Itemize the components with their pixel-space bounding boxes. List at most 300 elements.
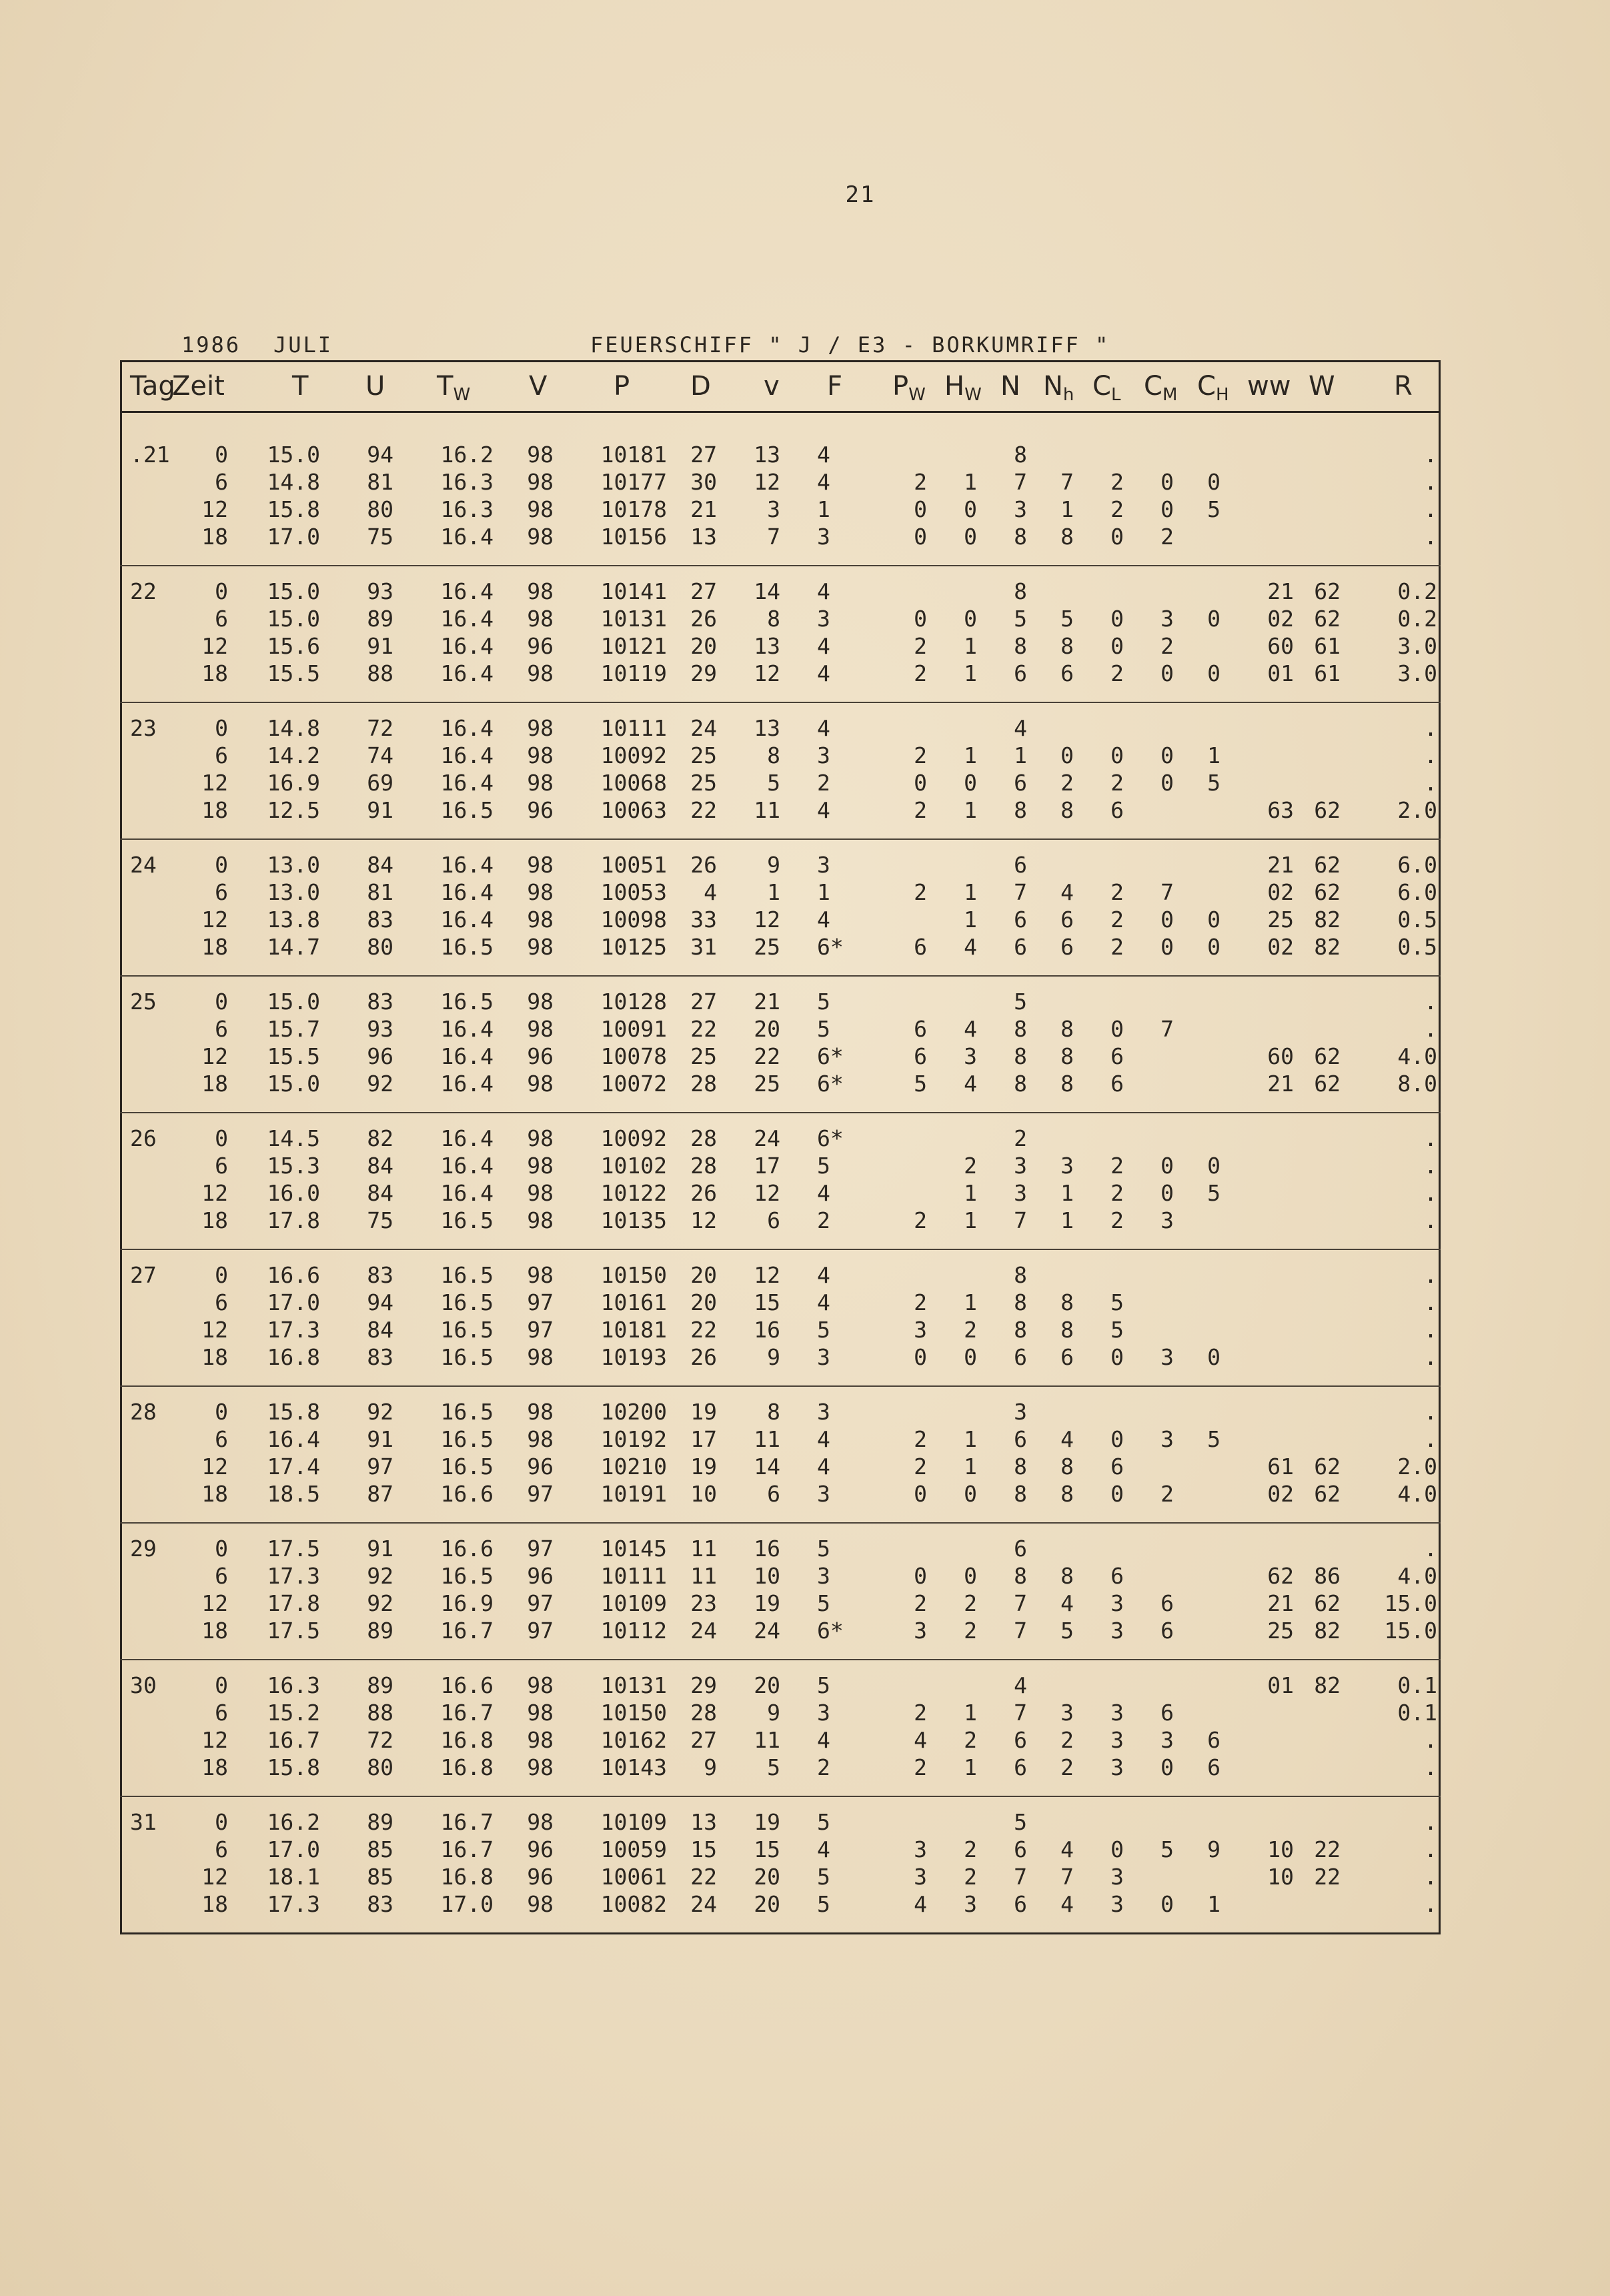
cell-p: 10051 (600, 852, 667, 878)
cell-v: 25 (754, 1071, 780, 1097)
cell-u: 84 (367, 1180, 393, 1206)
cell-r: . (1424, 1262, 1437, 1288)
cell-p: 10102 (600, 1153, 667, 1179)
cell-zeit: 6 (215, 742, 228, 768)
cell-n: 8 (1014, 633, 1027, 659)
cell-cl: 6 (1110, 1563, 1124, 1589)
cell-vv: 98 (527, 1344, 554, 1370)
cell-v: 14 (754, 1454, 780, 1480)
cell-u: 80 (367, 934, 393, 960)
column-header-label: W (1309, 371, 1335, 402)
cell-cl: 0 (1110, 1481, 1124, 1507)
cell-r: 0.1 (1397, 1700, 1437, 1726)
cell-n: 8 (1014, 1481, 1027, 1507)
cell-cm: 0 (1160, 770, 1174, 796)
cell-u: 82 (367, 1125, 393, 1151)
cell-d: 19 (690, 1454, 717, 1480)
header-bottom-rule (120, 411, 1441, 413)
cell-d: 13 (690, 1809, 717, 1835)
column-header-label: R (1394, 371, 1413, 402)
cell-u: 72 (367, 715, 393, 741)
column-header-vv (529, 371, 547, 402)
cell-ch: 0 (1207, 1344, 1221, 1370)
cell-u: 85 (367, 1836, 393, 1862)
cell-cl: 0 (1110, 742, 1124, 768)
cell-hw: 2 (964, 1864, 977, 1890)
cell-n: 5 (1014, 989, 1027, 1015)
cell-hw: 1 (964, 1700, 977, 1726)
column-header-ch (1197, 371, 1229, 405)
cell-cl: 2 (1110, 1180, 1124, 1206)
cell-f: 4 (817, 469, 830, 495)
cell-p: 10111 (600, 1563, 667, 1589)
cell-cl: 0 (1110, 524, 1124, 550)
cell-nh: 8 (1060, 1317, 1074, 1343)
cell-u: 88 (367, 1700, 393, 1726)
cell-pw: 0 (914, 1481, 927, 1507)
cell-p: 10121 (600, 633, 667, 659)
cell-hw: 2 (964, 1727, 977, 1753)
cell-f: 5 (817, 1672, 830, 1698)
cell-ww: 02 (1267, 934, 1294, 960)
cell-t: 15.8 (267, 496, 320, 522)
cell-t: 16.0 (267, 1180, 320, 1206)
cell-v: 13 (754, 633, 780, 659)
cell-p: 10150 (600, 1700, 667, 1726)
cell-p: 10135 (600, 1207, 667, 1233)
cell-vv: 96 (527, 1043, 554, 1069)
cell-r: 4.0 (1397, 1563, 1437, 1589)
cell-vv: 98 (527, 852, 554, 878)
column-header-subscript: M (1162, 385, 1178, 405)
cell-v: 19 (754, 1590, 780, 1616)
cell-v: 19 (754, 1809, 780, 1835)
cell-p: 10122 (600, 1180, 667, 1206)
column-header-label: V (529, 371, 548, 402)
cell-tw: 16.3 (440, 469, 494, 495)
cell-p: 10191 (600, 1481, 667, 1507)
cell-d: 13 (690, 524, 717, 550)
cell-cl: 5 (1110, 1317, 1124, 1343)
cell-nh: 5 (1060, 1618, 1074, 1644)
cell-nh: 4 (1060, 1590, 1074, 1616)
cell-tag: .21 (130, 442, 170, 468)
cell-w: 62 (1314, 578, 1341, 604)
cell-tw: 16.4 (440, 879, 494, 905)
column-header-subscript: W (964, 385, 982, 405)
cell-ww: 10 (1267, 1864, 1294, 1890)
cell-v: 9 (767, 852, 780, 878)
cell-ww: 21 (1267, 1590, 1294, 1616)
column-header-p (614, 371, 630, 402)
cell-p: 10131 (600, 1672, 667, 1698)
cell-n: 6 (1014, 934, 1027, 960)
cell-u: 80 (367, 496, 393, 522)
cell-t: 15.0 (267, 442, 320, 468)
cell-r: 0.1 (1397, 1672, 1437, 1698)
cell-vv: 98 (527, 1727, 554, 1753)
cell-cm: 6 (1160, 1700, 1174, 1726)
cell-t: 13.8 (267, 907, 320, 933)
column-header-label: v (764, 371, 780, 402)
cell-pw: 6 (914, 1043, 927, 1069)
cell-p: 10111 (600, 715, 667, 741)
cell-pw: 2 (914, 1289, 927, 1315)
cell-r: . (1424, 1864, 1437, 1890)
cell-r: 2.0 (1397, 797, 1437, 823)
cell-f: 4 (817, 442, 830, 468)
cell-hw: 1 (964, 1454, 977, 1480)
cell-w: 62 (1314, 797, 1341, 823)
cell-nh: 7 (1060, 469, 1074, 495)
cell-d: 25 (690, 742, 717, 768)
column-header-nh (1043, 371, 1074, 405)
cell-v: 22 (754, 1043, 780, 1069)
cell-f: 5 (817, 1891, 830, 1917)
cell-vv: 98 (527, 934, 554, 960)
cell-t: 16.8 (267, 1344, 320, 1370)
cell-p: 10128 (600, 989, 667, 1015)
cell-r: . (1424, 524, 1437, 550)
cell-ww: 25 (1267, 907, 1294, 933)
cell-cm: 5 (1160, 1836, 1174, 1862)
cell-cm: 3 (1160, 1207, 1174, 1233)
cell-ww: 01 (1267, 660, 1294, 686)
cell-vv: 98 (527, 524, 554, 550)
cell-u: 81 (367, 879, 393, 905)
table-caption-month: JULI (273, 332, 333, 358)
cell-tw: 16.5 (440, 1289, 494, 1315)
cell-zeit: 18 (201, 524, 228, 550)
cell-tag: 31 (130, 1809, 157, 1835)
cell-v: 20 (754, 1016, 780, 1042)
cell-zeit: 6 (215, 1836, 228, 1862)
cell-ww: 60 (1267, 1043, 1294, 1069)
cell-t: 16.9 (267, 770, 320, 796)
column-header-label: ww (1247, 371, 1291, 402)
cell-f: 4 (817, 578, 830, 604)
cell-p: 10193 (600, 1344, 667, 1370)
cell-v: 16 (754, 1317, 780, 1343)
cell-vv: 96 (527, 1836, 554, 1862)
cell-t: 14.5 (267, 1125, 320, 1151)
cell-vv: 96 (527, 797, 554, 823)
cell-zeit: 6 (215, 1563, 228, 1589)
cell-f: 4 (817, 907, 830, 933)
cell-t: 13.0 (267, 879, 320, 905)
cell-tw: 16.4 (440, 1180, 494, 1206)
cell-t: 17.5 (267, 1536, 320, 1562)
cell-n: 8 (1014, 578, 1027, 604)
cell-u: 80 (367, 1754, 393, 1780)
cell-r: . (1424, 1207, 1437, 1233)
cell-p: 10150 (600, 1262, 667, 1288)
cell-n: 6 (1014, 1836, 1027, 1862)
cell-ch: 5 (1207, 496, 1221, 522)
cell-hw: 0 (964, 524, 977, 550)
cell-f: 4 (817, 1454, 830, 1480)
cell-ww: 21 (1267, 578, 1294, 604)
cell-n: 6 (1014, 1426, 1027, 1452)
cell-d: 19 (690, 1399, 717, 1425)
cell-n: 3 (1014, 496, 1027, 522)
cell-u: 74 (367, 742, 393, 768)
cell-tw: 16.8 (440, 1864, 494, 1890)
cell-n: 3 (1014, 1180, 1027, 1206)
cell-cl: 2 (1110, 496, 1124, 522)
cell-d: 33 (690, 907, 717, 933)
cell-pw: 3 (914, 1864, 927, 1890)
cell-cl: 3 (1110, 1590, 1124, 1616)
cell-nh: 8 (1060, 1289, 1074, 1315)
cell-f: 4 (817, 1727, 830, 1753)
cell-tag: 27 (130, 1262, 157, 1288)
cell-nh: 4 (1060, 1891, 1074, 1917)
cell-r: . (1424, 1016, 1437, 1042)
cell-ww: 62 (1267, 1563, 1294, 1589)
cell-p: 10161 (600, 1289, 667, 1315)
cell-v: 24 (754, 1618, 780, 1644)
column-header-tag (130, 371, 175, 402)
cell-cm: 0 (1160, 496, 1174, 522)
cell-v: 3 (767, 496, 780, 522)
cell-zeit: 6 (215, 469, 228, 495)
cell-cm: 0 (1160, 1153, 1174, 1179)
cell-u: 93 (367, 578, 393, 604)
cell-r: 0.5 (1397, 934, 1437, 960)
cell-t: 17.0 (267, 1289, 320, 1315)
cell-tw: 16.4 (440, 1153, 494, 1179)
cell-f: 2 (817, 1754, 830, 1780)
cell-tw: 16.4 (440, 1043, 494, 1069)
cell-d: 25 (690, 770, 717, 796)
cell-n: 7 (1014, 1864, 1027, 1890)
cell-v: 14 (754, 578, 780, 604)
cell-cl: 3 (1110, 1618, 1124, 1644)
column-header-label: C (1092, 371, 1111, 402)
cell-vv: 98 (527, 442, 554, 468)
cell-tw: 16.7 (440, 1836, 494, 1862)
cell-tw: 16.2 (440, 442, 494, 468)
cell-d: 26 (690, 606, 717, 632)
cell-r: 8.0 (1397, 1071, 1437, 1097)
cell-u: 91 (367, 797, 393, 823)
cell-r: . (1424, 442, 1437, 468)
cell-vv: 98 (527, 715, 554, 741)
cell-r: . (1424, 1727, 1437, 1753)
cell-nh: 4 (1060, 1836, 1074, 1862)
cell-hw: 3 (964, 1891, 977, 1917)
cell-d: 27 (690, 989, 717, 1015)
cell-n: 3 (1014, 1399, 1027, 1425)
cell-v: 11 (754, 1727, 780, 1753)
cell-u: 96 (367, 1043, 393, 1069)
cell-p: 10061 (600, 1864, 667, 1890)
cell-r: . (1424, 742, 1437, 768)
cell-tw: 16.4 (440, 1125, 494, 1151)
cell-w: 62 (1314, 1043, 1341, 1069)
cell-r: . (1424, 989, 1437, 1015)
cell-u: 91 (367, 1426, 393, 1452)
cell-p: 10091 (600, 1016, 667, 1042)
cell-d: 4 (704, 879, 717, 905)
cell-hw: 1 (964, 879, 977, 905)
cell-d: 28 (690, 1125, 717, 1151)
cell-zeit: 18 (201, 1207, 228, 1233)
cell-d: 20 (690, 633, 717, 659)
cell-r: . (1424, 770, 1437, 796)
cell-ww: 02 (1267, 1481, 1294, 1507)
cell-r: . (1424, 1809, 1437, 1835)
cell-ch: 5 (1207, 1180, 1221, 1206)
cell-d: 22 (690, 1864, 717, 1890)
column-header-label: T (292, 371, 309, 402)
cell-v: 8 (767, 742, 780, 768)
cell-n: 6 (1014, 660, 1027, 686)
cell-t: 17.0 (267, 1836, 320, 1862)
cell-t: 14.8 (267, 469, 320, 495)
cell-p: 10162 (600, 1727, 667, 1753)
cell-tw: 16.8 (440, 1727, 494, 1753)
cell-d: 15 (690, 1836, 717, 1862)
cell-vv: 96 (527, 1864, 554, 1890)
cell-ch: 1 (1207, 742, 1221, 768)
cell-f: 3 (817, 606, 830, 632)
cell-zeit: 18 (201, 1891, 228, 1917)
cell-t: 18.5 (267, 1481, 320, 1507)
cell-u: 92 (367, 1590, 393, 1616)
cell-t: 17.0 (267, 524, 320, 550)
cell-cl: 2 (1110, 770, 1124, 796)
cell-tw: 16.4 (440, 606, 494, 632)
cell-r: 2.0 (1397, 1454, 1437, 1480)
cell-f: 5 (817, 1016, 830, 1042)
cell-hw: 2 (964, 1618, 977, 1644)
cell-r: 3.0 (1397, 633, 1437, 659)
cell-d: 24 (690, 715, 717, 741)
cell-tag: 23 (130, 715, 157, 741)
cell-cm: 6 (1160, 1590, 1174, 1616)
cell-ww: 25 (1267, 1618, 1294, 1644)
cell-hw: 0 (964, 606, 977, 632)
cell-nh: 1 (1060, 496, 1074, 522)
cell-tw: 16.7 (440, 1618, 494, 1644)
cell-hw: 2 (964, 1590, 977, 1616)
cell-pw: 0 (914, 1563, 927, 1589)
cell-zeit: 12 (201, 1454, 228, 1480)
cell-hw: 1 (964, 1289, 977, 1315)
column-header-zeit (172, 371, 225, 402)
cell-zeit: 18 (201, 660, 228, 686)
cell-n: 6 (1014, 1727, 1027, 1753)
cell-f: 3 (817, 1344, 830, 1370)
cell-tw: 16.4 (440, 770, 494, 796)
cell-cl: 2 (1110, 879, 1124, 905)
cell-tag: 30 (130, 1672, 157, 1698)
cell-nh: 5 (1060, 606, 1074, 632)
cell-u: 91 (367, 633, 393, 659)
column-header-label: T (437, 371, 454, 402)
cell-v: 13 (754, 442, 780, 468)
cell-w: 62 (1314, 1071, 1341, 1097)
cell-r: . (1424, 1536, 1437, 1562)
cell-hw: 2 (964, 1836, 977, 1862)
cell-zeit: 12 (201, 1317, 228, 1343)
day-group-separator (120, 1522, 1441, 1524)
cell-ww: 60 (1267, 633, 1294, 659)
cell-n: 8 (1014, 1071, 1027, 1097)
cell-r: . (1424, 469, 1437, 495)
cell-pw: 3 (914, 1618, 927, 1644)
cell-vv: 98 (527, 1891, 554, 1917)
cell-r: 4.0 (1397, 1043, 1437, 1069)
cell-n: 6 (1014, 770, 1027, 796)
column-header-label: H (944, 371, 965, 402)
cell-w: 86 (1314, 1563, 1341, 1589)
cell-v: 7 (767, 524, 780, 550)
cell-d: 23 (690, 1590, 717, 1616)
cell-p: 10078 (600, 1043, 667, 1069)
cell-p: 10068 (600, 770, 667, 796)
cell-nh: 8 (1060, 1071, 1074, 1097)
cell-zeit: 18 (201, 1618, 228, 1644)
cell-vv: 98 (527, 1207, 554, 1233)
cell-cm: 3 (1160, 606, 1174, 632)
cell-cl: 3 (1110, 1727, 1124, 1753)
cell-r: 6.0 (1397, 879, 1437, 905)
cell-d: 10 (690, 1481, 717, 1507)
day-group-separator (120, 838, 1441, 840)
cell-v: 11 (754, 1426, 780, 1452)
cell-cl: 3 (1110, 1754, 1124, 1780)
cell-f: 5 (817, 1864, 830, 1890)
cell-tw: 16.5 (440, 934, 494, 960)
cell-cm: 2 (1160, 633, 1174, 659)
cell-pw: 3 (914, 1317, 927, 1343)
cell-hw: 0 (964, 496, 977, 522)
cell-u: 84 (367, 852, 393, 878)
column-header-label: F (827, 371, 843, 402)
cell-hw: 4 (964, 934, 977, 960)
day-group-separator (120, 1112, 1441, 1113)
cell-r: . (1424, 1153, 1437, 1179)
cell-w: 62 (1314, 1481, 1341, 1507)
cell-t: 15.8 (267, 1399, 320, 1425)
cell-f: 1 (817, 496, 830, 522)
cell-u: 89 (367, 606, 393, 632)
cell-f: 5 (817, 1809, 830, 1835)
day-group-separator (120, 975, 1441, 977)
cell-cl: 0 (1110, 1836, 1124, 1862)
cell-r: . (1424, 1180, 1437, 1206)
cell-u: 81 (367, 469, 393, 495)
cell-zeit: 6 (215, 879, 228, 905)
cell-nh: 0 (1060, 742, 1074, 768)
cell-cm: 0 (1160, 660, 1174, 686)
cell-d: 22 (690, 1317, 717, 1343)
cell-cm: 3 (1160, 1727, 1174, 1753)
cell-u: 84 (367, 1153, 393, 1179)
column-header-subscript: W (908, 385, 926, 405)
cell-cm: 7 (1160, 1016, 1174, 1042)
cell-zeit: 6 (215, 1153, 228, 1179)
cell-t: 15.5 (267, 1043, 320, 1069)
cell-v: 16 (754, 1536, 780, 1562)
cell-ch: 1 (1207, 1891, 1221, 1917)
cell-pw: 2 (914, 469, 927, 495)
cell-nh: 8 (1060, 1454, 1074, 1480)
cell-vv: 98 (527, 879, 554, 905)
